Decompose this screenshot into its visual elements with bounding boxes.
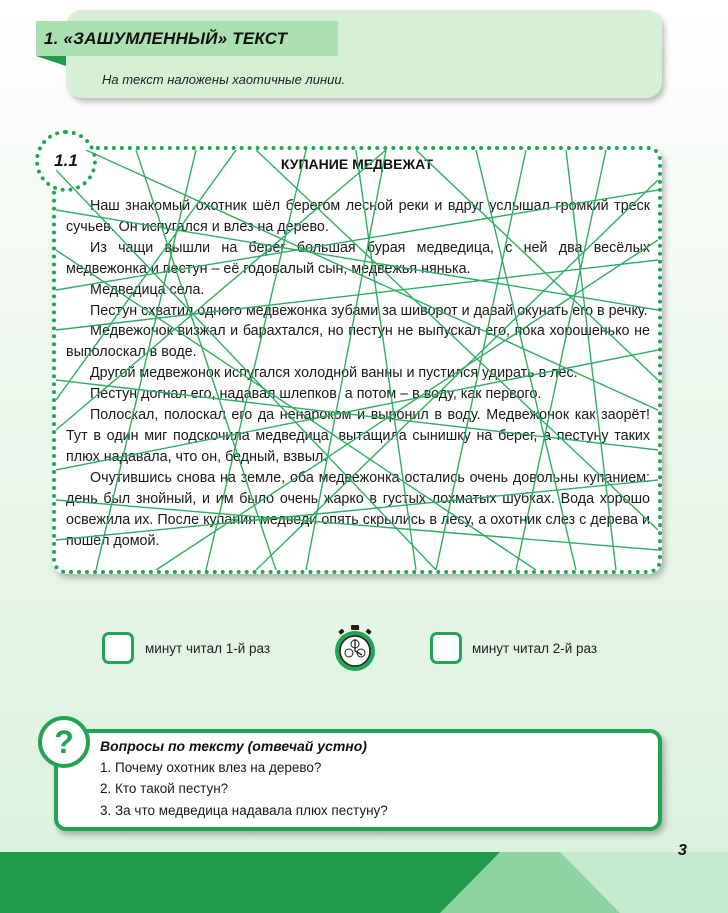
question-item: 1. Почему охотник влез на дерево? — [100, 760, 322, 775]
page-number: 3 — [678, 842, 687, 859]
tab-fold-decoration — [36, 56, 66, 66]
story-paragraph: Медвежонок визжал и барахтался, но пестун не выпускал его, пока хорошенько не выполоскал в воде. — [66, 323, 650, 361]
stopwatch-icon — [331, 624, 379, 672]
question-item: 2. Кто такой пестун? — [100, 781, 229, 796]
first-reading-label: минут читал 1-й раз — [145, 641, 271, 656]
exercise-number: 1.1 — [54, 151, 78, 170]
story-paragraph: Наш знакомый охотник шёл берегом лесной реки и вдруг услышал громкий треск сучьев. Он испугался и влез на дерево. — [66, 198, 650, 235]
footer-band — [0, 852, 728, 913]
task-title-tab — [36, 21, 338, 56]
story-paragraph: Из чащи вышли на берег большая бурая медведица, с ней два весёлых медвежонка и пестун – её годовалый сын, медвежья нянька. — [66, 239, 650, 277]
question-badge — [38, 716, 90, 768]
story-paragraph: Медведица села. — [90, 281, 205, 298]
story-paragraph: Полоскал, полоскал его да ненароком и выронил в воду. Медвежонок как заорёт! Тут в один миг подскочила медведица, вытащила сынишку на берег, а пестуну таких плюх надавала, что он, бедный, взвыл. — [66, 407, 650, 465]
story-paragraph: Пестун схватил одного медвежонка зубами за шиворот и давай окунать его в речку. — [90, 302, 648, 319]
first-reading-minutes-box[interactable] — [102, 632, 134, 664]
question-item: 3. За что медведица надавала плюх пестуну? — [100, 803, 388, 818]
questions-title: Вопросы по тексту (отвечай устно) — [100, 738, 367, 754]
second-reading-minutes-box[interactable] — [430, 632, 462, 664]
task-subtitle: На текст наложены хаотичные линии. — [102, 72, 346, 87]
story-body — [66, 196, 650, 551]
story-title: КУПАНИЕ МЕДВЕЖАТ — [280, 156, 434, 172]
story-paragraph: Пестун догнал его, надавал шлепков, а потом – в воду, как первого. — [90, 386, 542, 403]
story-paragraph: Другой медвежонок испугался холодной ванны и пустился удирать в лес. — [90, 365, 578, 382]
question-mark-icon: ? — [54, 724, 74, 760]
story-card — [52, 146, 662, 574]
second-reading-label: минут читал 2-й раз — [472, 641, 598, 656]
task-title: 1. «ЗАШУМЛЕННЫЙ» ТЕКСТ — [44, 29, 288, 48]
story-paragraph: Очутившись снова на земле, оба медвежонка остались очень довольны купанием: день был знойный, и им было очень жарко в густых лохматых шубках. Вода хорошо освежила их. После купания медведи опять скрылись в лесу, а охотник слез с дерева и пошёл домой. — [66, 469, 650, 549]
